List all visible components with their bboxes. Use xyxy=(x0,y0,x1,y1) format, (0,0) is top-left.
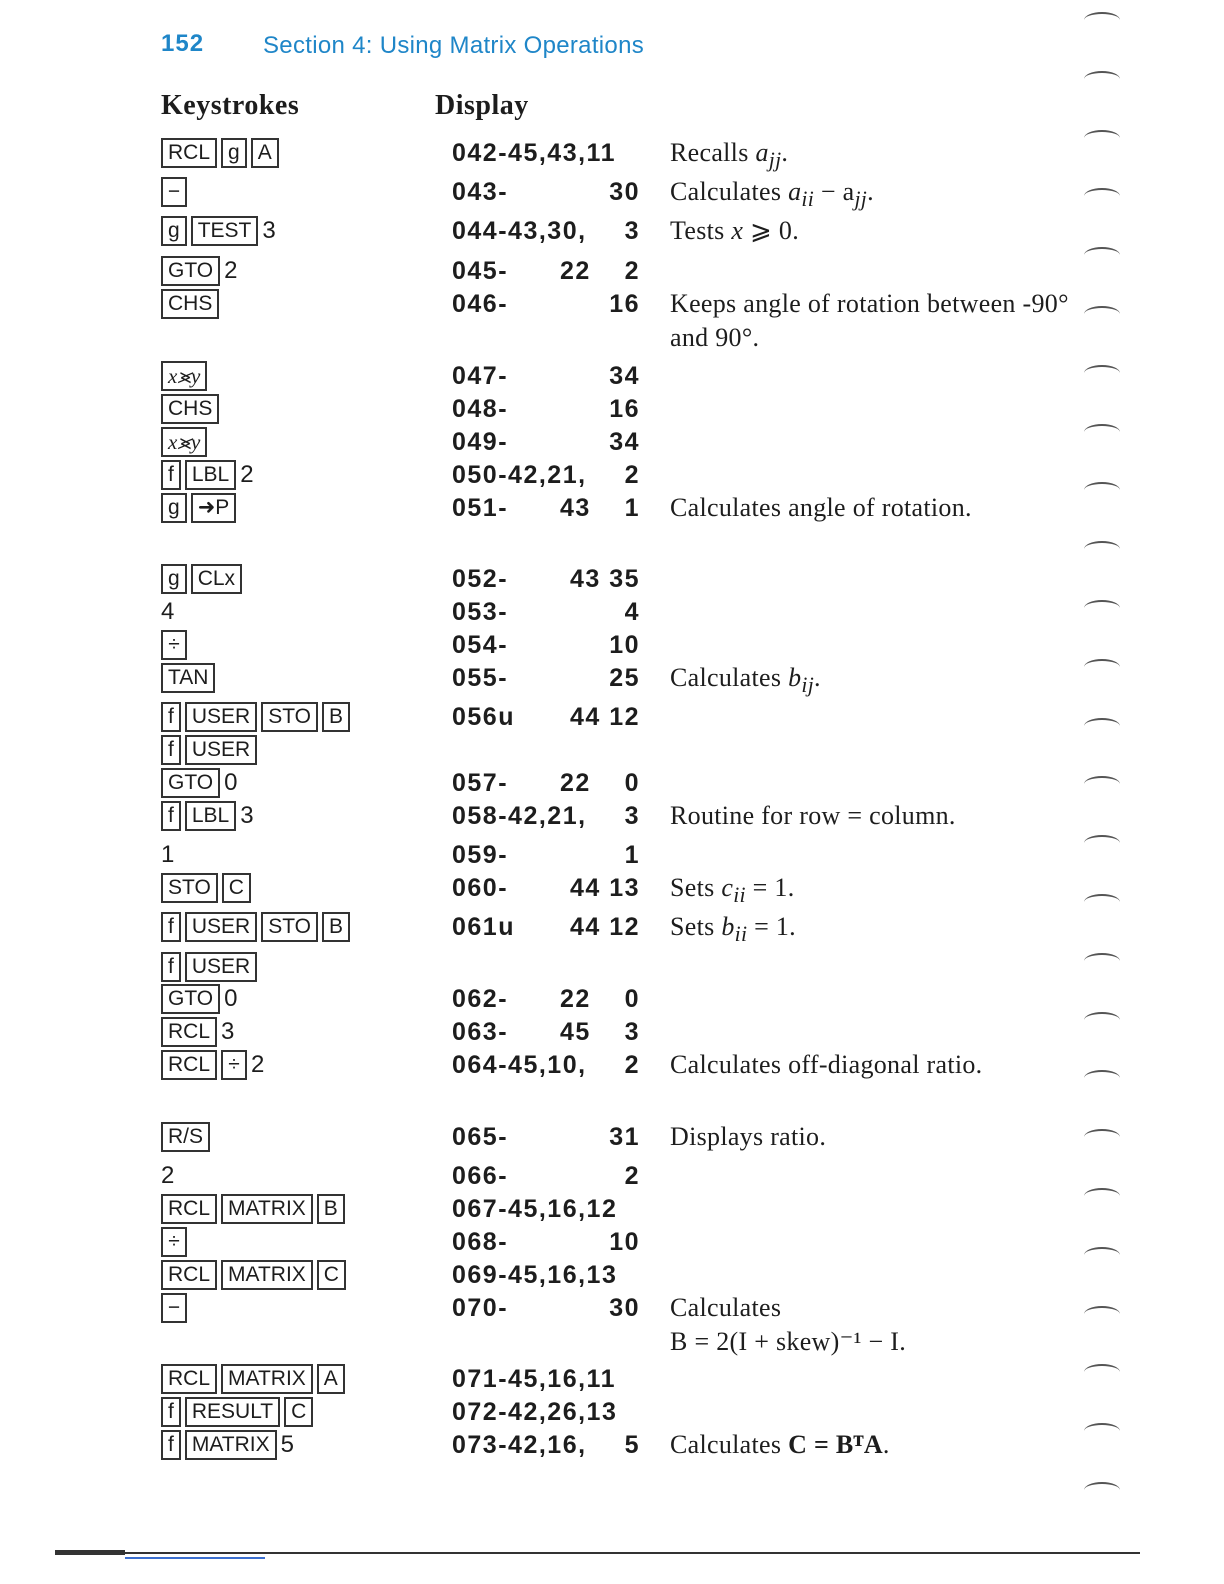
display-code-keycode: 22 0 xyxy=(560,769,640,797)
calculator-key: g xyxy=(161,564,187,594)
keystroke-digit: 2 xyxy=(251,1051,265,1078)
display-code-line: 059- xyxy=(452,841,509,869)
display-code-line: 070- xyxy=(452,1294,509,1322)
display-code-line: 067-45,16,12 xyxy=(452,1195,618,1223)
calculator-key: A xyxy=(251,138,279,168)
display-code-line: 062- xyxy=(452,985,509,1013)
listing-row xyxy=(0,287,1224,352)
keystroke-sequence xyxy=(161,425,211,459)
math-subscript: ii xyxy=(734,922,748,947)
math-symbol: a xyxy=(755,138,769,167)
calculator-key: RCL xyxy=(161,1050,217,1080)
calculator-key: LBL xyxy=(185,801,236,831)
calculator-key: RCL xyxy=(161,138,217,168)
display-code xyxy=(452,982,640,1016)
binding-mark xyxy=(1084,306,1120,322)
binding-mark xyxy=(1084,894,1120,910)
display-code-keycode: 44 12 xyxy=(569,703,640,731)
calculator-key: CLx xyxy=(191,564,242,594)
calculator-key: STO xyxy=(261,912,318,942)
calculator-key: − xyxy=(161,177,187,207)
calculator-key: GTO xyxy=(161,256,220,286)
calculator-key: RCL xyxy=(161,1194,217,1224)
binding-mark xyxy=(1084,12,1120,28)
listing-row xyxy=(0,1159,1224,1193)
step-description: Tests x ⩾ 0. xyxy=(670,216,800,245)
display-code-keycode: 34 xyxy=(609,362,640,390)
listing-row xyxy=(0,733,1224,767)
display-code-keycode: 25 xyxy=(609,664,640,692)
page-margin-marks xyxy=(1080,0,1130,1584)
binding-mark xyxy=(1084,365,1120,381)
listing-row xyxy=(0,136,1224,173)
step-description: Calculates $a_{ii} - a_{jj}$. xyxy=(670,177,874,212)
listing-row xyxy=(0,950,1224,984)
calculator-key: GTO xyxy=(161,768,220,798)
listing-row xyxy=(0,359,1224,393)
display-code xyxy=(452,595,640,629)
display-code xyxy=(452,392,640,426)
calculator-key: ÷ xyxy=(161,1227,187,1257)
keystroke-sequence xyxy=(161,595,174,629)
display-code xyxy=(452,425,640,459)
display-code-line: 065- xyxy=(452,1123,509,1151)
display-code xyxy=(452,1258,640,1292)
math-subscript: jj xyxy=(768,148,782,173)
calculator-key: g xyxy=(221,138,247,168)
keystroke-sequence xyxy=(161,871,255,905)
calculator-key: B xyxy=(322,912,350,942)
keystroke-sequence xyxy=(161,1291,191,1325)
calculator-key: f xyxy=(161,912,181,942)
keystroke-sequence xyxy=(161,392,223,426)
binding-mark xyxy=(1084,130,1120,146)
step-description: Calculates C = BᵀA. xyxy=(670,1430,890,1459)
listing-row xyxy=(0,458,1224,492)
display-code xyxy=(452,562,640,596)
math-symbol: b xyxy=(788,663,802,692)
calculator-key: f xyxy=(161,1430,181,1460)
display-code-line: 057- xyxy=(452,769,509,797)
calculator-key: R/S xyxy=(161,1122,210,1152)
page-number: 152 xyxy=(161,30,205,57)
math-subscript: jj xyxy=(854,187,868,212)
listing-row xyxy=(0,1291,1224,1356)
listing-row xyxy=(0,175,1224,212)
keystroke-sequence xyxy=(161,733,261,767)
display-code-keycode: 43 35 xyxy=(569,565,640,593)
binding-mark xyxy=(1084,1247,1120,1263)
display-code xyxy=(452,1120,640,1154)
keystroke-sequence xyxy=(161,1428,294,1462)
display-code xyxy=(452,1428,640,1462)
calculator-key: MATRIX xyxy=(221,1194,313,1224)
display-code xyxy=(452,287,640,321)
display-heading: Display xyxy=(435,90,529,121)
binding-mark xyxy=(1084,1012,1120,1028)
display-code-keycode: 16 xyxy=(609,395,640,423)
calculator-key: f xyxy=(161,735,181,765)
keystroke-sequence xyxy=(161,628,191,662)
display-code xyxy=(452,910,640,944)
keystrokes-heading: Keystrokes xyxy=(161,90,300,121)
calculator-key: B xyxy=(317,1194,345,1224)
calculator-key: STO xyxy=(161,873,218,903)
display-code-line: 058-42,21, xyxy=(452,802,587,830)
display-code xyxy=(452,1015,640,1049)
binding-mark xyxy=(1084,1188,1120,1204)
calculator-key: f xyxy=(161,952,181,982)
keystroke-sequence xyxy=(161,1192,349,1226)
display-code-line: 069-45,16,13 xyxy=(452,1261,618,1289)
step-description-line2: B = 2(I + skew)⁻¹ − I. xyxy=(670,1327,907,1356)
section-title: Section 4: Using Matrix Operations xyxy=(263,32,645,59)
calculator-key: f xyxy=(161,1397,181,1427)
keystroke-sequence xyxy=(161,214,276,248)
listing-row xyxy=(0,392,1224,426)
display-code-line: 042-45,43,11 xyxy=(452,139,616,167)
keystroke-sequence xyxy=(161,491,240,525)
listing-row xyxy=(0,491,1224,525)
calculator-key: ÷ xyxy=(221,1050,247,1080)
step-description: Sets $b_{ii} = 1$. xyxy=(670,912,796,947)
step-description: Routine for row = column. xyxy=(670,801,956,830)
display-code-line: 050-42,21, xyxy=(452,461,587,489)
binding-mark xyxy=(1084,424,1120,440)
display-code xyxy=(452,1192,640,1226)
calculator-key: x⪤y xyxy=(161,427,207,457)
display-code-line: 052- xyxy=(452,565,509,593)
step-description: Calculates $b_{ij}$. xyxy=(670,663,821,698)
display-code-keycode: 3 xyxy=(624,802,640,830)
listing-row xyxy=(0,799,1224,833)
keystroke-sequence xyxy=(161,1159,174,1193)
display-code xyxy=(452,1048,640,1082)
bottom-rule-blue xyxy=(125,1557,265,1559)
calculator-key: x⪤y xyxy=(161,361,207,391)
binding-mark xyxy=(1084,1306,1120,1322)
binding-mark xyxy=(1084,953,1120,969)
display-code-keycode: 45 3 xyxy=(560,1018,640,1046)
step-description: Sets $c_{ii} = 1$. xyxy=(670,873,795,908)
keystroke-digit: 4 xyxy=(161,598,175,625)
keystroke-sequence xyxy=(161,1362,349,1396)
listing-row xyxy=(0,1120,1224,1154)
display-code-line: 066- xyxy=(452,1162,509,1190)
math-symbol: b xyxy=(721,912,735,941)
calculator-key: MATRIX xyxy=(221,1364,313,1394)
calculator-key: USER xyxy=(185,735,257,765)
display-code-keycode: 22 0 xyxy=(560,985,640,1013)
calculator-key: C xyxy=(284,1397,313,1427)
display-code-line: 049- xyxy=(452,428,509,456)
keystroke-sequence xyxy=(161,1225,191,1259)
binding-mark xyxy=(1084,1364,1120,1380)
display-code xyxy=(452,628,640,662)
listing-row xyxy=(0,910,1224,947)
display-code-line: 063- xyxy=(452,1018,509,1046)
listing-row xyxy=(0,838,1224,872)
binding-mark xyxy=(1084,1129,1120,1145)
page-header xyxy=(161,30,645,59)
math-bold: C = BᵀA xyxy=(788,1430,883,1459)
binding-mark xyxy=(1084,718,1120,734)
binding-mark xyxy=(1084,1070,1120,1086)
binding-mark xyxy=(1084,1482,1120,1498)
calculator-key: RESULT xyxy=(185,1397,280,1427)
math-symbol: a xyxy=(788,177,802,206)
display-code xyxy=(452,661,640,695)
binding-mark xyxy=(1084,541,1120,557)
binding-mark xyxy=(1084,600,1120,616)
listing-row xyxy=(0,982,1224,1016)
keystroke-digit: 5 xyxy=(280,1431,294,1458)
listing-row xyxy=(0,1192,1224,1226)
binding-mark xyxy=(1084,188,1120,204)
calculator-key: ➜P xyxy=(191,493,237,523)
keystroke-sequence xyxy=(161,661,219,695)
display-code-line: 044-43,30, xyxy=(452,217,587,245)
keystroke-digit: 3 xyxy=(240,802,254,829)
calculator-key: STO xyxy=(261,702,318,732)
calculator-key: C xyxy=(222,873,251,903)
display-code-keycode: 30 xyxy=(609,1294,640,1322)
math-subscript: ij xyxy=(801,673,815,698)
listing-row xyxy=(0,254,1224,288)
listing-row xyxy=(0,1428,1224,1462)
display-code-keycode: 3 xyxy=(624,217,640,245)
listing-row xyxy=(0,562,1224,596)
calculator-key: MATRIX xyxy=(221,1260,313,1290)
display-code-keycode: 31 xyxy=(609,1123,640,1151)
display-code xyxy=(452,1291,640,1325)
keystroke-digit: 3 xyxy=(262,217,276,244)
keystroke-sequence xyxy=(161,838,174,872)
display-code-line: 051- xyxy=(452,494,509,522)
display-code xyxy=(452,136,640,170)
display-code xyxy=(452,700,640,734)
listing-row xyxy=(0,595,1224,629)
binding-mark xyxy=(1084,71,1120,87)
keystroke-sequence xyxy=(161,1395,317,1429)
keystroke-sequence xyxy=(161,1048,264,1082)
keystroke-sequence xyxy=(161,1258,350,1292)
math-subscript: ii xyxy=(801,187,815,212)
display-code-line: 054- xyxy=(452,631,509,659)
keystroke-digit: 2 xyxy=(161,1162,175,1189)
listing-row xyxy=(0,871,1224,908)
display-code-line: 055- xyxy=(452,664,509,692)
display-code-line: 068- xyxy=(452,1228,509,1256)
calculator-key: f xyxy=(161,460,181,490)
display-code xyxy=(452,254,640,288)
keystroke-digit: 2 xyxy=(240,461,254,488)
math-subscript: ii xyxy=(733,883,746,908)
calculator-key: ÷ xyxy=(161,630,187,660)
keystroke-sequence xyxy=(161,254,237,288)
display-code xyxy=(452,491,640,525)
display-code-keycode: 43 1 xyxy=(560,494,640,522)
calculator-key: RCL xyxy=(161,1260,217,1290)
step-description: Keeps angle of rotation between -90° and 90°. xyxy=(670,289,1069,352)
calculator-key: f xyxy=(161,801,181,831)
keystroke-sequence xyxy=(161,982,237,1016)
display-code-line: 064-45,10, xyxy=(452,1051,587,1079)
display-code-line: 046- xyxy=(452,290,509,318)
calculator-key: CHS xyxy=(161,394,219,424)
display-code xyxy=(452,1362,640,1396)
keystroke-sequence xyxy=(161,359,211,393)
display-code-line: 072-42,26,13 xyxy=(452,1398,618,1426)
display-code-keycode: 2 xyxy=(624,461,640,489)
calculator-key: LBL xyxy=(185,460,236,490)
keystroke-sequence xyxy=(161,799,254,833)
listing-row xyxy=(0,1225,1224,1259)
keystroke-sequence xyxy=(161,1015,234,1049)
listing-row xyxy=(0,1395,1224,1429)
display-code-keycode: 4 xyxy=(624,598,640,626)
keystroke-sequence xyxy=(161,766,237,800)
keystroke-sequence xyxy=(161,175,191,209)
math-symbol: c xyxy=(721,873,734,902)
binding-mark xyxy=(1084,247,1120,263)
keystroke-sequence xyxy=(161,700,354,734)
display-code-keycode: 44 13 xyxy=(569,874,640,902)
calculator-key: MATRIX xyxy=(185,1430,277,1460)
calculator-key: USER xyxy=(185,702,257,732)
keystroke-sequence xyxy=(161,910,354,944)
calculator-key: TEST xyxy=(191,216,259,246)
calculator-key: g xyxy=(161,493,187,523)
display-code xyxy=(452,175,640,209)
keystroke-sequence xyxy=(161,562,246,596)
display-code-line: 060- xyxy=(452,874,509,902)
display-code xyxy=(452,1225,640,1259)
display-code xyxy=(452,950,640,984)
listing-row xyxy=(0,700,1224,734)
display-code-line: 043- xyxy=(452,178,509,206)
display-code-line: 071-45,16,11 xyxy=(452,1365,616,1393)
binding-mark xyxy=(1084,482,1120,498)
step-description: Calculates off-diagonal ratio. xyxy=(670,1050,983,1079)
display-code-keycode: 1 xyxy=(624,841,640,869)
display-code xyxy=(452,838,640,872)
binding-mark xyxy=(1084,659,1120,675)
display-code-line: 048- xyxy=(452,395,509,423)
listing-row xyxy=(0,214,1224,248)
display-code-keycode: 2 xyxy=(624,1162,640,1190)
display-code xyxy=(452,799,640,833)
keystroke-digit: 2 xyxy=(224,257,238,284)
step-description: Calculates angle of rotation. xyxy=(670,493,972,522)
keystroke-digit: 1 xyxy=(161,841,175,868)
listing-row xyxy=(0,1048,1224,1082)
display-code xyxy=(452,871,640,905)
display-code-keycode: 34 xyxy=(609,428,640,456)
step-description: Recalls $a_{jj}$. xyxy=(670,138,789,173)
calculator-key: USER xyxy=(185,952,257,982)
keystroke-sequence xyxy=(161,1120,214,1154)
keystroke-sequence xyxy=(161,287,223,321)
display-code xyxy=(452,359,640,393)
keystroke-digit: 3 xyxy=(221,1018,235,1045)
listing-row xyxy=(0,1258,1224,1292)
listing-row xyxy=(0,425,1224,459)
calculator-key: CHS xyxy=(161,289,219,319)
display-code xyxy=(452,1159,640,1193)
display-code-line: 056u xyxy=(452,703,515,731)
keystroke-digit: 0 xyxy=(224,769,238,796)
math-symbol: x xyxy=(731,216,744,245)
display-code xyxy=(452,766,640,800)
display-code xyxy=(452,458,640,492)
listing-row xyxy=(0,1015,1224,1049)
calculator-key: A xyxy=(317,1364,345,1394)
display-code xyxy=(452,733,640,767)
display-code-keycode: 30 xyxy=(609,178,640,206)
calculator-key: RCL xyxy=(161,1017,217,1047)
keystroke-sequence xyxy=(161,136,283,170)
listing-row xyxy=(0,628,1224,662)
display-code-keycode: 10 xyxy=(609,631,640,659)
display-code-keycode: 2 xyxy=(624,1051,640,1079)
keystroke-sequence xyxy=(161,458,254,492)
display-code-line: 045- xyxy=(452,257,509,285)
listing-row xyxy=(0,1362,1224,1396)
display-code-line: 047- xyxy=(452,362,509,390)
binding-mark xyxy=(1084,835,1120,851)
calculator-key: f xyxy=(161,702,181,732)
display-code-keycode: 16 xyxy=(609,290,640,318)
calculator-key: B xyxy=(322,702,350,732)
listing-row xyxy=(0,661,1224,698)
bottom-rule xyxy=(55,1552,1140,1554)
display-code xyxy=(452,1395,640,1429)
keystroke-sequence xyxy=(161,950,261,984)
display-code-keycode: 5 xyxy=(624,1431,640,1459)
binding-mark xyxy=(1084,776,1120,792)
calculator-key: GTO xyxy=(161,984,220,1014)
display-code-line: 073-42,16, xyxy=(452,1431,587,1459)
display-code-keycode: 10 xyxy=(609,1228,640,1256)
calculator-key: g xyxy=(161,216,187,246)
display-code-line: 061u xyxy=(452,913,515,941)
calculator-key: − xyxy=(161,1293,187,1323)
binding-mark xyxy=(1084,1423,1120,1439)
display-code-line: 053- xyxy=(452,598,509,626)
calculator-key: USER xyxy=(185,912,257,942)
step-description: Displays ratio. xyxy=(670,1122,827,1151)
step-description: Calculates B = 2(I + skew)⁻¹ − I. xyxy=(670,1293,907,1356)
display-code-keycode: 44 12 xyxy=(569,913,640,941)
display-code-keycode: 22 2 xyxy=(560,257,640,285)
calculator-key: TAN xyxy=(161,663,215,693)
display-code xyxy=(452,214,640,248)
calculator-key: RCL xyxy=(161,1364,217,1394)
calculator-key: C xyxy=(317,1260,346,1290)
keystroke-digit: 0 xyxy=(224,985,238,1012)
listing-row xyxy=(0,766,1224,800)
